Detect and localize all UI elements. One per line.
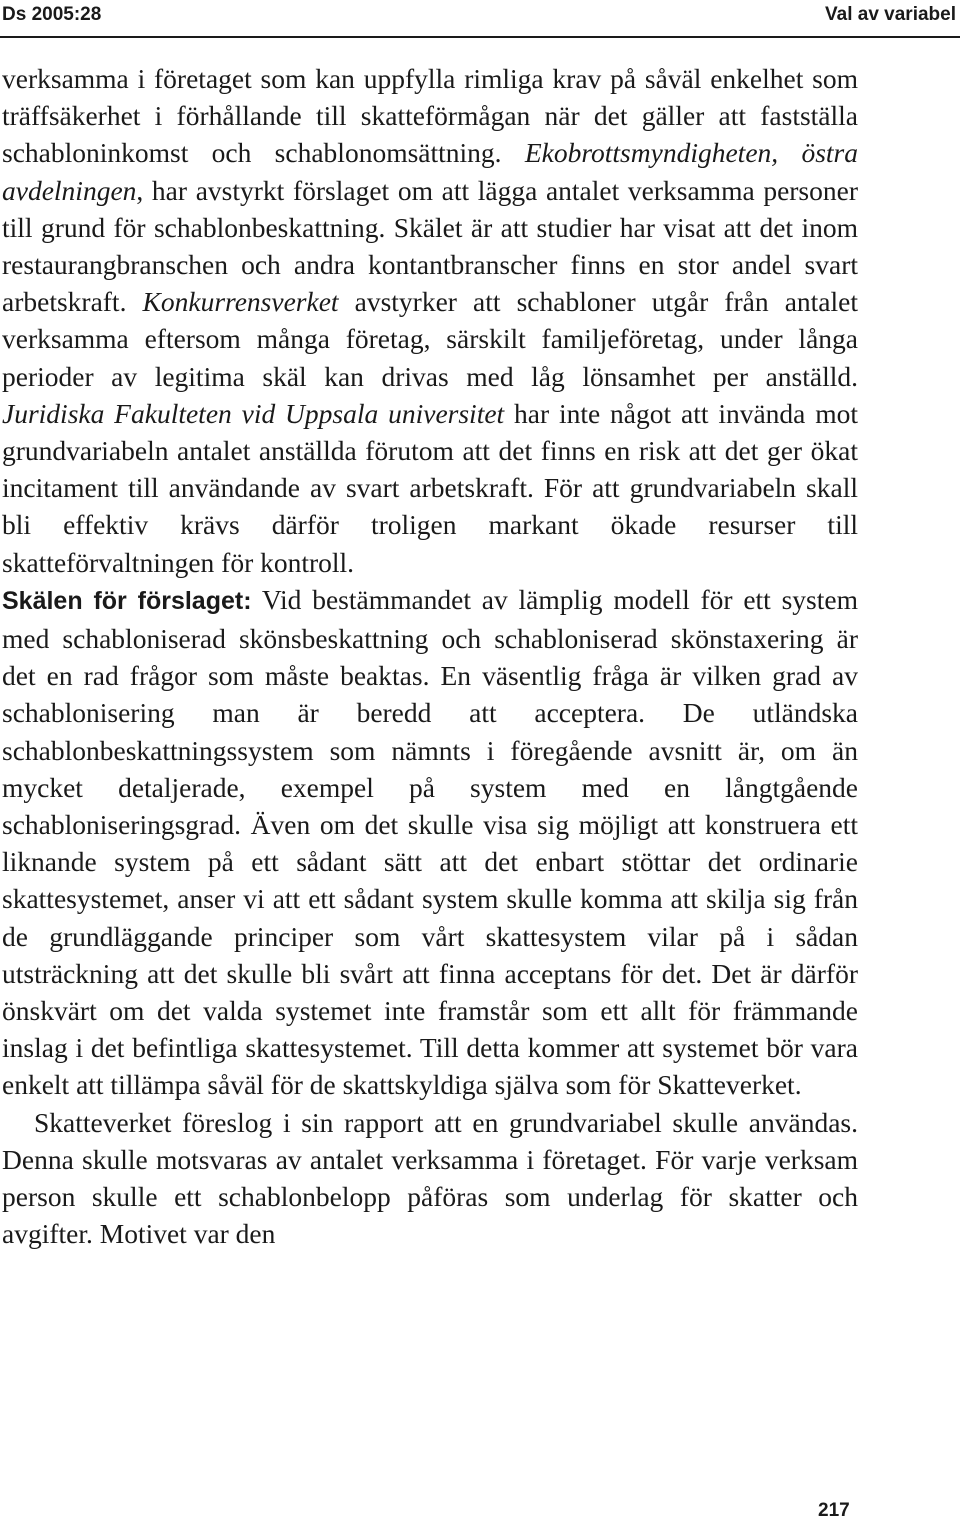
section-title: Val av variabel [825, 4, 956, 25]
paragraph-reasons [2, 581, 858, 1104]
organization-name: Ekobrottsmyndigheten, östra avdelningen [2, 137, 858, 206]
page-number: 217 [818, 1500, 850, 1521]
organization-name: Konkurrensverket [142, 286, 339, 318]
text-run: avstyrker att schabloner utgår från antalet verksamma eftersom många företag, särskilt familjeföretag, under långa perioder av legitima skäl kan drivas med låg lönsamhet per anställd. [2, 286, 858, 392]
document-id: Ds 2005:28 [2, 4, 102, 25]
text-run: , har avstyrkt förslaget om att lägga antalet verksamma personer till grund för schablonbeskattning. Skälet är att studier har visat att det inom restaurangbranschen och andra kontantbranscher finns en stor andel svart arbetskraft. [2, 174, 858, 318]
page-header [0, 0, 960, 38]
organization-name: Juridiska Fakulteten vid Uppsala universitet [2, 397, 505, 429]
paragraph-proposal [2, 1104, 858, 1253]
text-run: Skatteverket föreslog i sin rapport att en grundvariabel skulle användas. Denna skulle motsvaras av antalet verksamma i företaget. För varje verksam person skulle ett schablonbelopp påföras som underlag för skatter och avgifter. Motivet var den [2, 1106, 858, 1250]
text-run: verksamma i företaget som kan uppfylla rimliga krav på såväl enkelhet som träffsäkerhet i förhållande till skatteförmågan när det gäller att fastställa schabloninkomst och schablonomsättning. [2, 63, 858, 169]
text-run: har inte något att invända mot grundvariabeln antalet anställda förutom att det finns en risk att det ger ökat incitament till användande av svart arbetskraft. För att grundvariabeln skall bli effektiv krävs därför troligen markant ökade resurser till skatteförvaltningen för kontroll. [2, 397, 858, 578]
paragraph-opinions [2, 60, 858, 581]
run-in-heading: Skälen för förslaget: [2, 586, 252, 615]
body-text [2, 60, 858, 1253]
text-run: Vid bestämmandet av lämplig modell för ett system med schabloniserad skönsbeskattning och schabloniserad skönstaxering är det en rad frågor som måste beaktas. En väsentlig fråga är vilken grad av schablonisering man är beredd att acceptera. De utländska schablonbeskattningssystem som nämnts i föregående avsnitt är, om än mycket detaljerade, exempel på system med en långtgående schabloniseringsgrad. Även om det skulle visa sig möjligt att konstruera ett liknande system på ett sådant sätt att det enbart stöttar det ordinarie skattesystemet, anser vi att ett sådant system skulle komma att skilja sig från de grundläggande principer som vårt skattesystem vilar på i sådan utsträckning att det skulle bli svårt att finna acceptans för det. Det är därför önskvärt om det valda systemet inte framstår som ett allt för främmande inslag i det befintliga skattesystemet. Till detta kommer att systemet bör vara enkelt att tillämpa såväl för de skattskyldiga själva som för Skatteverket. [2, 583, 858, 1101]
